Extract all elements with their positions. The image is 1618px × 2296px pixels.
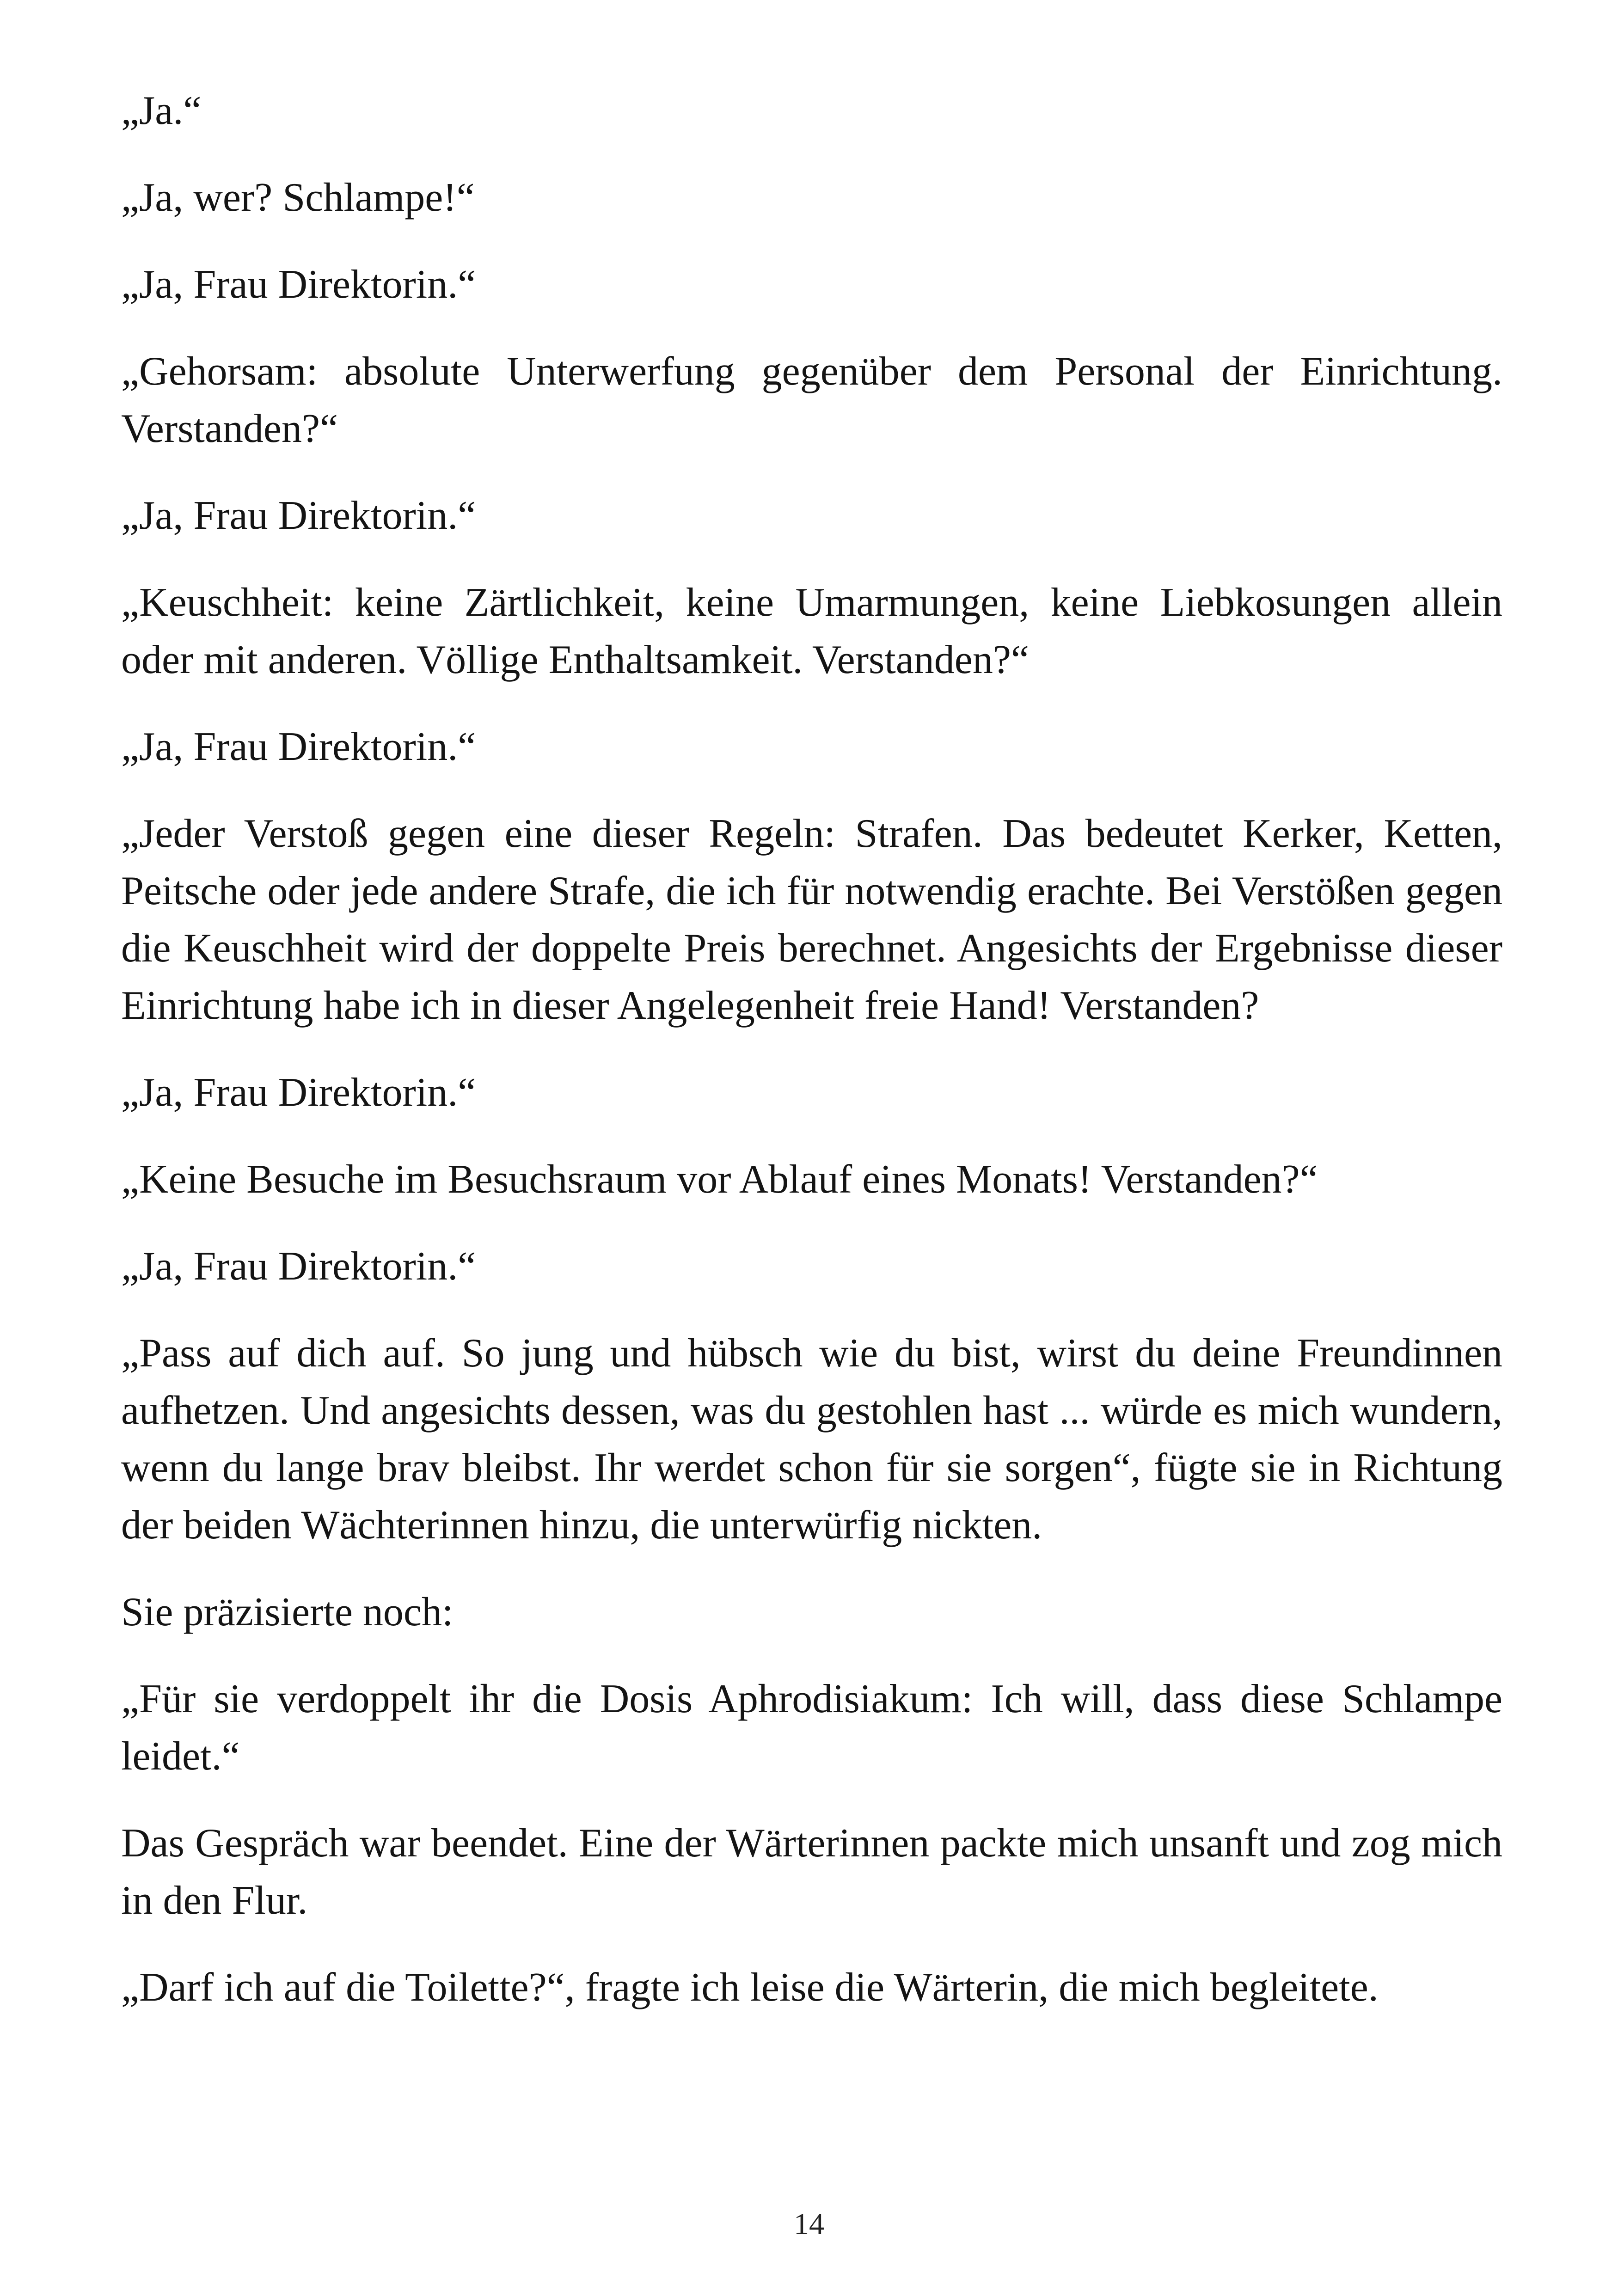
body-text: [121, 82, 1502, 2046]
paragraph: „Ja, Frau Direktorin.“: [121, 1070, 476, 1115]
page-number: 14: [794, 2207, 824, 2241]
paragraph: „Gehorsam: absolute Unterwerfung gegenüber dem Personal der Einrichtung. Verstanden?“: [121, 349, 1502, 451]
paragraph: „Jeder Verstoß gegen eine dieser Regeln: Strafen. Das bedeutet Kerker, Ketten, Peitsche oder jede andere Strafe, die ich für notwendig erachte. Bei Verstößen gegen die Keuschheit wird der doppelte Preis berechnet. Angesichts der Ergebnisse dieser Einrichtung habe ich in dieser Angelegenheit freie Hand! Verstanden?: [121, 811, 1502, 1028]
paragraph: „Pass auf dich auf. So jung und hübsch wie du bist, wirst du deine Freundinnen aufhetzen. Und angesichts dessen, was du gestohlen hast ... würde es mich wundern, wenn du lange brav bleibst. Ihr werdet schon für sie sorgen“, fügte sie in Richtung der beiden Wächterinnen hinzu, die unterwürfig nickten.: [121, 1331, 1502, 1548]
paragraph: „Für sie verdoppelt ihr die Dosis Aphrodisiakum: Ich will, dass diese Schlampe leidet.“: [121, 1677, 1502, 1779]
paragraph: „Ja, Frau Direktorin.“: [121, 1244, 476, 1289]
paragraph: „Darf ich auf die Toilette?“, fragte ich leise die Wärterin, die mich begleitete.: [121, 1965, 1379, 2010]
paragraph: „Keine Besuche im Besuchsraum vor Ablauf eines Monats! Verstanden?“: [121, 1157, 1318, 1202]
paragraph: Sie präzisierte noch:: [121, 1590, 454, 1635]
paragraph: „Ja, Frau Direktorin.“: [121, 724, 476, 769]
paragraph: „Ja, Frau Direktorin.“: [121, 493, 476, 538]
paragraph: „Keuschheit: keine Zärtlichkeit, keine Umarmungen, keine Liebkosungen allein oder mit anderen. Völlige Enthaltsamkeit. Verstanden?“: [121, 580, 1502, 682]
paragraph: „Ja, Frau Direktorin.“: [121, 262, 476, 307]
paragraph: „Ja, wer? Schlampe!“: [121, 175, 475, 220]
paragraph: Das Gespräch war beendet. Eine der Wärterinnen packte mich unsanft und zog mich in den Flur.: [121, 1821, 1502, 1923]
paragraph: „Ja.“: [121, 88, 202, 133]
